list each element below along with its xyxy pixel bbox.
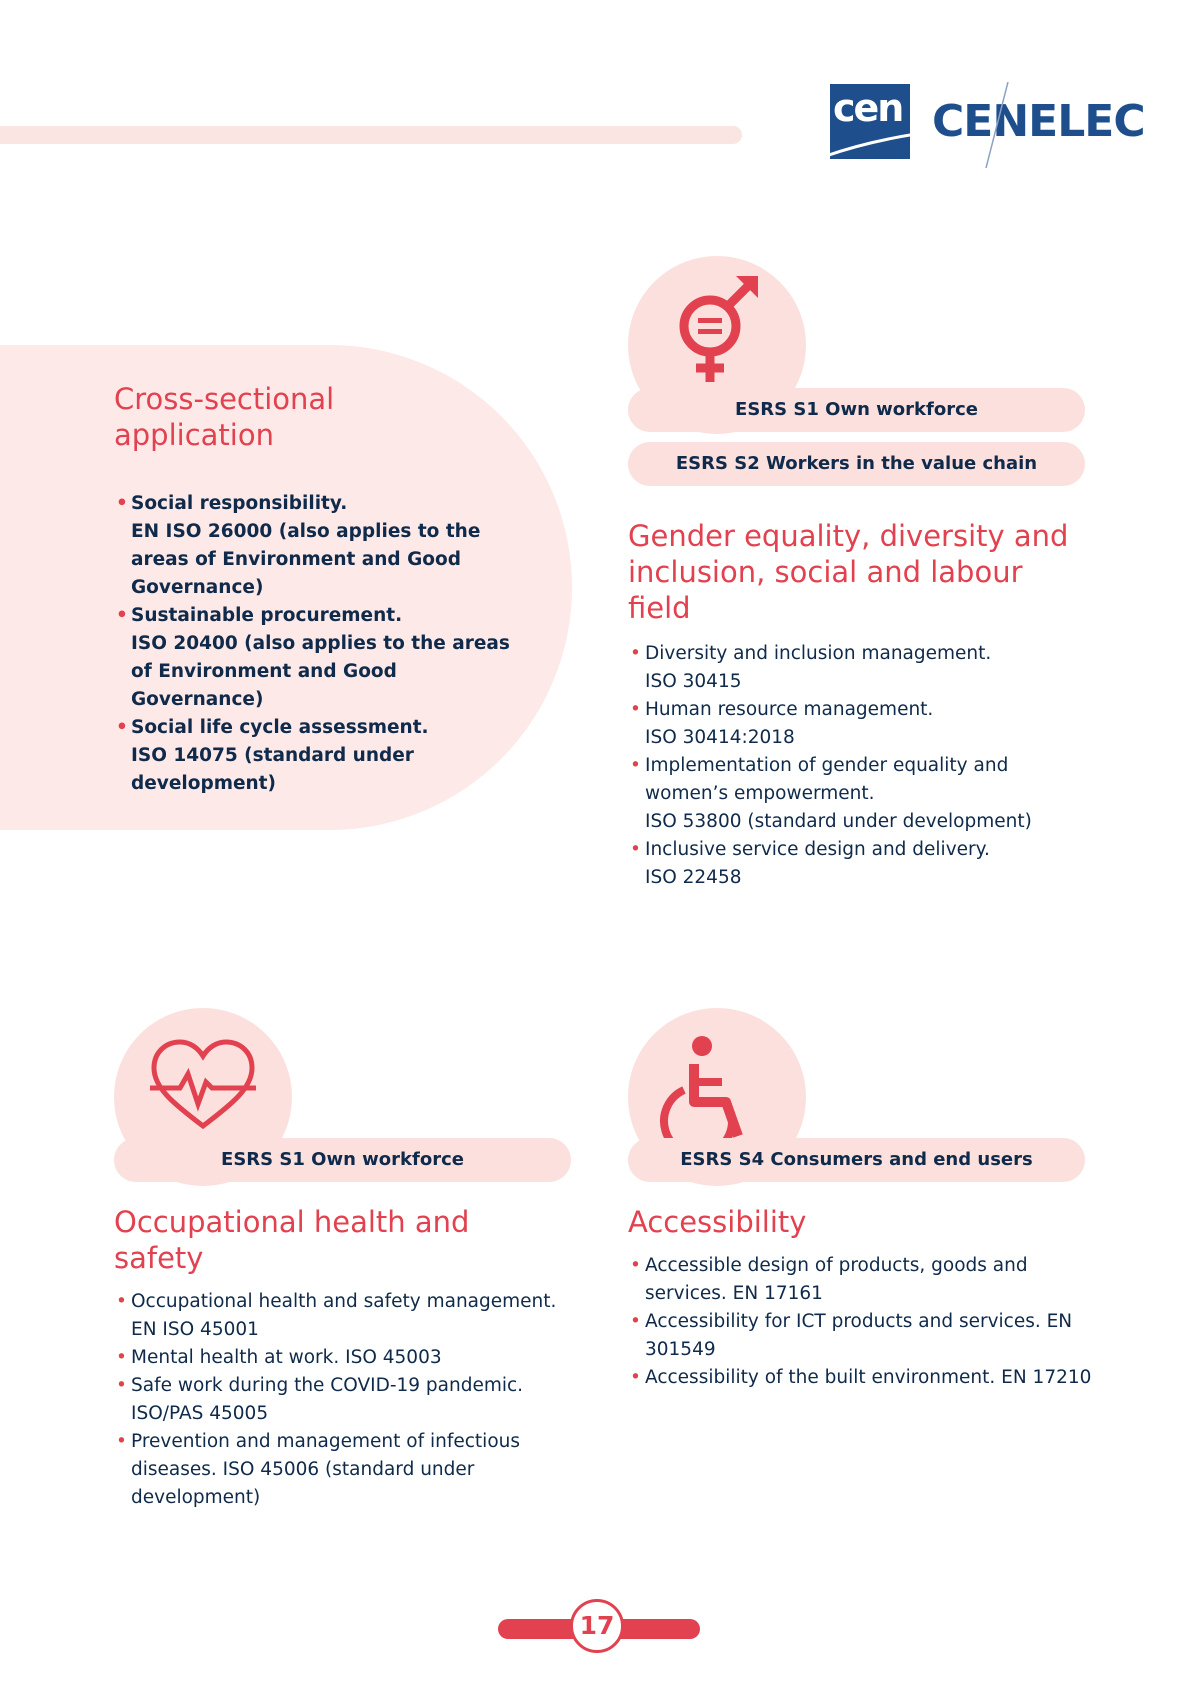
- gender-title: Gender equality, diversity and inclusion, social and labour field: [628, 519, 1069, 625]
- list-item: • Accessible design of products, goods and services. EN 17161: [628, 1252, 1098, 1308]
- gender-list: [628, 640, 1088, 892]
- list-item: • Social life cycle assessment. ISO 14075 (standard under development): [114, 714, 514, 798]
- cenelec-bolt-icon: [978, 82, 1018, 172]
- list-item: • Accessibility of the built environment. EN 17210: [628, 1364, 1098, 1392]
- esrs-s1-pill: ESRS S1 Own workforce: [628, 388, 1085, 432]
- cenelec-logo: CENELEC: [932, 96, 1145, 147]
- accessibility-list: [628, 1252, 1098, 1392]
- cross-sectional-title: Cross-sectional application: [114, 382, 335, 452]
- list-item: • Implementation of gender equality and women’s empowerment. ISO 53800 (standard under development): [628, 752, 1088, 836]
- esrs-s1-pill-bottom: ESRS S1 Own workforce: [114, 1138, 571, 1182]
- list-item: • Mental health at work. ISO 45003: [114, 1344, 574, 1372]
- list-item: • Sustainable procurement. ISO 20400 (also applies to the areas of Environment and Good Governance): [114, 602, 514, 714]
- list-item: • Accessibility for ICT products and services. EN 301549: [628, 1308, 1098, 1364]
- ohs-title: Occupational health and safety: [114, 1205, 470, 1275]
- esrs-s4-pill: ESRS S4 Consumers and end users: [628, 1138, 1085, 1182]
- list-item: • Diversity and inclusion management. ISO 30415: [628, 640, 1088, 696]
- list-item: • Inclusive service design and delivery. ISO 22458: [628, 836, 1088, 892]
- cross-sectional-list: [114, 490, 514, 798]
- list-item: • Occupational health and safety management. EN ISO 45001: [114, 1288, 574, 1344]
- list-item: • Social responsibility. EN ISO 26000 (also applies to the areas of Environment and Good Governance): [114, 490, 514, 602]
- header-bar: [0, 126, 742, 144]
- ohs-list: [114, 1288, 574, 1512]
- list-item: • Safe work during the COVID-19 pandemic. ISO/PAS 45005: [114, 1372, 574, 1428]
- list-item: • Human resource management. ISO 30414:2018: [628, 696, 1088, 752]
- esrs-s2-pill: ESRS S2 Workers in the value chain: [628, 442, 1085, 486]
- cen-swoosh-icon: [826, 132, 916, 162]
- page-number: 17: [570, 1599, 624, 1653]
- cen-logo-text: cen: [833, 86, 903, 130]
- accessibility-title: Accessibility: [628, 1205, 807, 1239]
- list-item: • Prevention and management of infectious diseases. ISO 45006 (standard under development): [114, 1428, 574, 1512]
